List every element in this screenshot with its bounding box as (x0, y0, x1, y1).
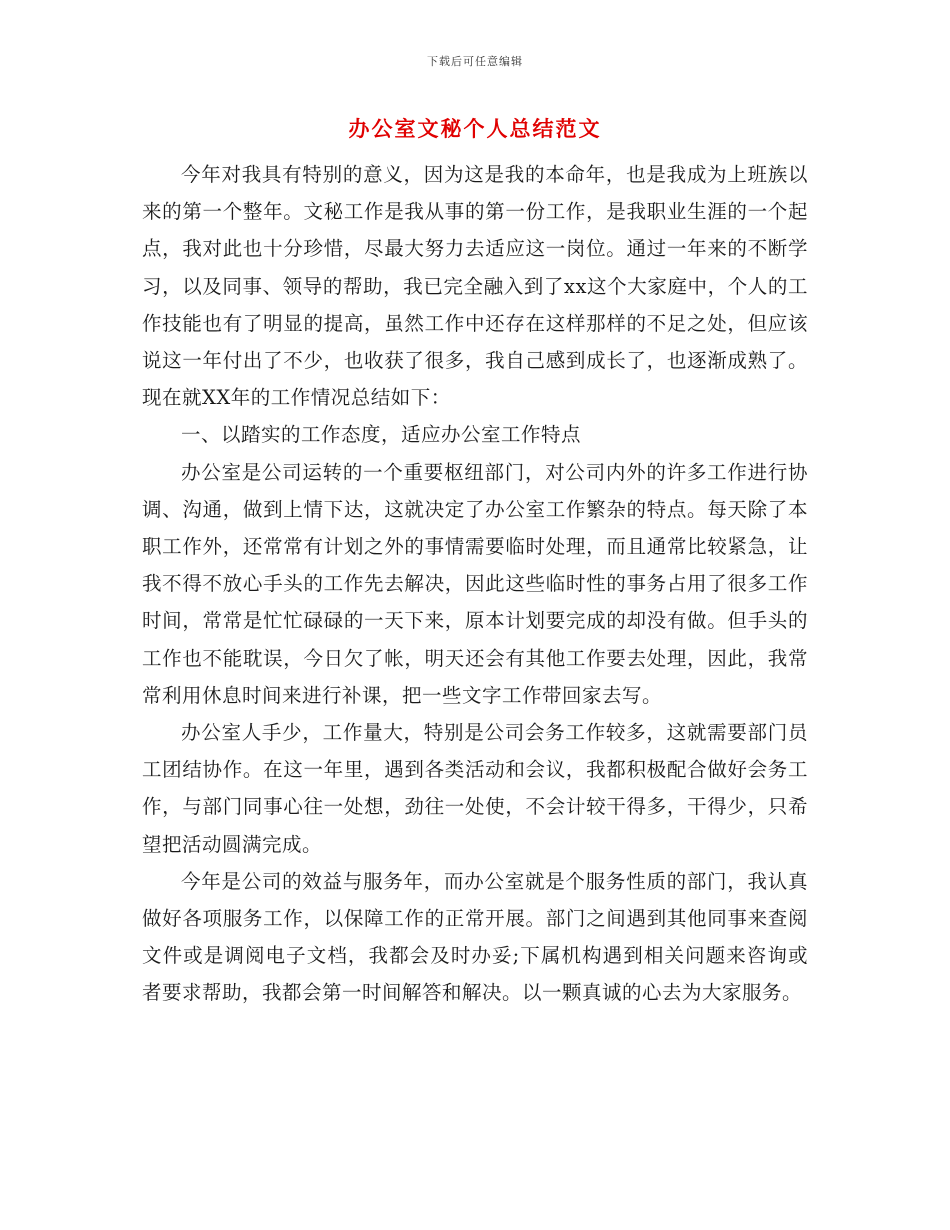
paragraph-service: 今年是公司的效益与服务年，而办公室就是个服务性质的部门，我认真做好各项服务工作，以保障工作的正常开展。部门之间遇到其他同事来查阅文件或是调阅电子文档，我都会及时办妥;下属机构遇到相关问题来咨询或者要求帮助，我都会第一时间解答和解决。以一颗真诚的心去为大家服务。 (142, 869, 808, 1005)
paragraph-intro: 今年对我具有特别的意义，因为这是我的本命年，也是我成为上班族以来的第一个整年。文秘工作是我从事的第一份工作，是我职业生涯的一个起点，我对此也十分珍惜，尽最大努力去适应这一岗位。通过一年来的不断学习，以及同事、领导的帮助，我已完全融入到了xx这个大家庭中，个人的工作技能也有了明显的提高，虽然工作中还存在这样那样的不足之处，但应该说这一年付出了不少，也收获了很多，我自己感到成长了，也逐渐成熟了。现在就XX年的工作情况总结如下： (142, 163, 808, 410)
document-title: 办公室文秘个人总结范文 (348, 116, 602, 141)
document-body (142, 156, 808, 1012)
paragraph-office-characteristics: 办公室是公司运转的一个重要枢纽部门，对公司内外的许多工作进行协调、沟通，做到上情下达，这就决定了办公室工作繁杂的特点。每天除了本职工作外，还常常有计划之外的事情需要临时处理，而且通常比较紧急，让我不得不放心手头的工作先去解决，因此这些临时性的事务占用了很多工作时间，常常是忙忙碌碌的一天下来，原本计划要完成的却没有做。但手头的工作也不能耽误，今日欠了帐，明天还会有其他工作要去处理，因此，我常常利用休息时间来进行补课，把一些文字工作带回家去写。 (142, 460, 808, 707)
section-heading-1: 一、以踏实的工作态度，适应办公室工作特点 (181, 423, 582, 447)
header-note: 下载后可任意编辑 (427, 55, 523, 68)
paragraph-teamwork: 办公室人手少，工作量大，特别是公司会务工作较多，这就需要部门员工团结协作。在这一年里，遇到各类活动和会议，我都积极配合做好会务工作，与部门同事心往一处想，劲往一处使，不会计较干得多，干得少，只希望把活动圆满完成。 (142, 721, 808, 856)
